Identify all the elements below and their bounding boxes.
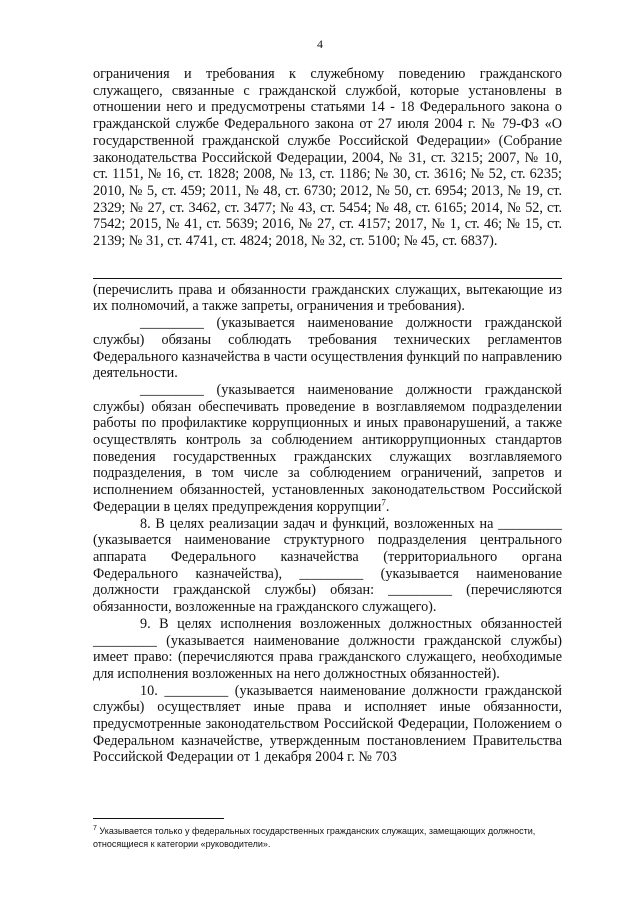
paragraph-anticorruption-end: . [385,498,390,515]
footnote [93,825,562,851]
paragraph-section-10-other: 10. _________ (указывается наименование должности гражданской службы) осуществляет иные права и исполняет иные обязанности, предусмотренные законодательством Российской Федерации, Положением о Федеральном казначействе, утвержденным постановлением Правительства Российской Федерации от 1 декабря 2004 г. № 703 [93,682,562,766]
footnote-number: 7 [93,825,97,832]
footnote-text: Указывается только у федеральных государственных гражданских служащих, замещающих должности, относящиеся к категории «руководители». [93,826,536,849]
paragraph-technical-regulations: _________ (указывается наименование должности гражданской службы) обязаны соблюдать требования технических регламентов Федерального казначейства в части осуществления функций по направлению деятельности. [93,315,562,382]
paragraph-section-8-duties: 8. В целях реализации задач и функций, возложенных на _________ (указывается наименование структурного подразделения центрального аппарата Федерального казначейства (территориального органа Федерального казначейства), _________ (указывается наименование должности гражданской службы) обязан: _________ (перечисляются обязанности, возложенные на гражданского служащего). [93,515,562,616]
document-body [93,66,562,766]
fill-in-blank-line [93,278,562,279]
footnote-separator [93,818,224,819]
footnote-reference: 7 [381,497,386,508]
paragraph-list-instruction: (перечислить права и обязанности гражданских служащих, вытекающие из их полномочий, а также запреты, ограничения и требования). [93,281,562,315]
paragraph-anticorruption [93,382,562,516]
paragraph-restrictions-continued: ограничения и требования к служебному поведению гражданского служащего, связанные с гражданской службой, которые установлены в отношении него и предусмотрены статьями 14 - 18 Федерального закона о гражданской службе Федерального закона от 27 июля 2004 г. № 79-ФЗ «О государственной гражданской службе Российской Федерации» (Собрание законодательства Российской Федерации, 2004, № 31, ст. 3215; 2007, № 10, ст. 1151, № 16, ст. 1828; 2008, № 13, ст. 1186; № 30, ст. 3616; № 52, ст. 6235; 2010, № 5, ст. 459; 2011, № 48, ст. 6730; 2012, № 50, ст. 6954; 2013, № 19, ст. 2329; № 27, ст. 3462, ст. 3477; № 43, ст. 5454; № 48, ст. 6165; 2014, № 52, ст. 7542; 2015, № 41, ст. 5639; 2016, № 27, ст. 4157; 2017, № 1, ст. 46; № 15, ст. 2139; № 31, ст. 4741, ст. 4824; 2018, № 32, ст. 5100; № 45, ст. 6837). [93,66,562,250]
page-number: 4 [317,37,323,51]
paragraph-anticorruption-text: _________ (указывается наименование должности гражданской службы) обязан обеспечивать проведение в возглавляемом подразделении работы по профилактике коррупционных и иных правонарушений, а также осуществлять контроль за соблюдением антикоррупционных стандартов поведения государственных гражданских служащих возглавляемого подразделения, в том числе за соблюдением ограничений, запретов и исполнением обязанностей, установленных законодательством Российской Федерации в целях предупреждения коррупции [93,381,562,515]
paragraph-section-9-rights: 9. В целях исполнения возложенных должностных обязанностей _________ (указывается наименование должности гражданской службы) имеет право: (перечисляются права гражданского служащего, необходимые для исполнения возложенных на него должностных обязанностей). [93,615,562,682]
